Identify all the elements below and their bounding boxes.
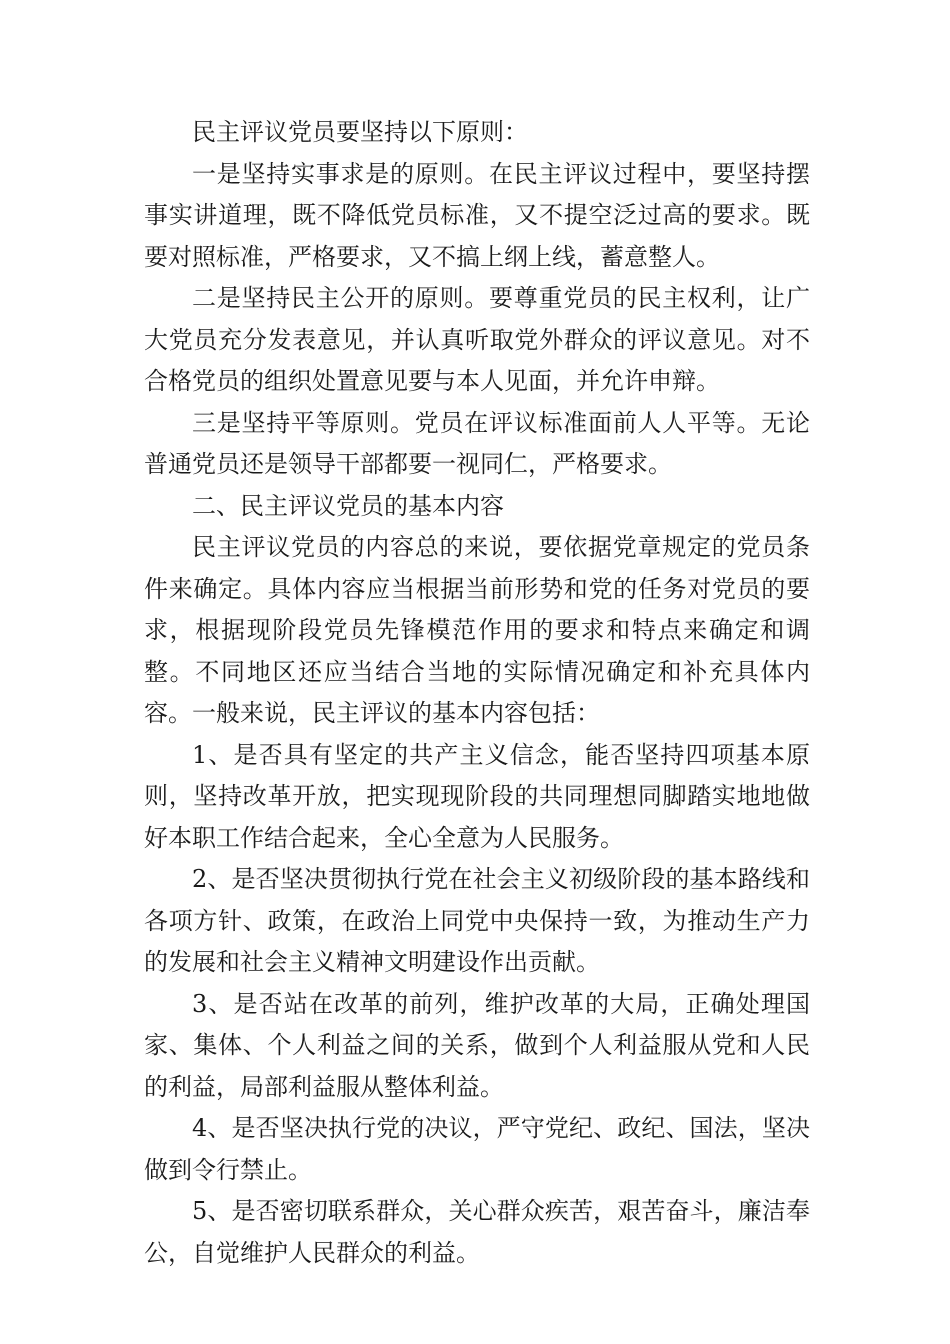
paragraph-item-4: 4、是否坚决执行党的决议，严守党纪、政纪、国法，坚决做到令行禁止。 <box>144 1114 810 1184</box>
paragraph-item-5: 5、是否密切联系群众，关心群众疾苦，艰苦奋斗，廉洁奉公，自觉维护人民群众的利益。 <box>144 1197 810 1267</box>
paragraph-item-3: 3、是否站在改革的前列，维护改革的大局，正确处理国家、集体、个人利益之间的关系，做到个人利益服从党和人民的利益，局部利益服从整体利益。 <box>144 989 810 1101</box>
paragraph-principles-intro: 民主评议党员要坚持以下原则： <box>192 118 528 146</box>
section-heading: 二、民主评议党员的基本内容 <box>192 491 504 520</box>
paragraph-item-2: 2、是否坚决贯彻执行党在社会主义初级阶段的基本路线和各项方针、政策，在政治上同党中央保持一致，为推动生产力的发展和社会主义精神文明建设作出贡献。 <box>144 865 810 976</box>
paragraph-principle-1: 一是坚持实事求是的原则。在民主评议过程中，要坚持摆事实讲道理，既不降低党员标准，又不提空泛过高的要求。既要对照标准，严格要求，又不搞上纲上线，蓄意整人。 <box>144 159 810 271</box>
paragraph-principle-2: 二是坚持民主公开的原则。要尊重党员的民主权利，让广大党员充分发表意见，并认真听取党外群众的评议意见。对不合格党员的组织处置意见要与本人见面，并允许申辩。 <box>144 284 810 395</box>
paragraph-item-1: 1、是否具有坚定的共产主义信念，能否坚持四项基本原则，坚持改革开放，把实现现阶段的共同理想同脚踏实地地做好本职工作结合起来，全心全意为人民服务。 <box>144 740 810 852</box>
document-body <box>144 112 810 1274</box>
paragraph-content-intro: 民主评议党员的内容总的来说，要依据党章规定的党员条件来确定。具体内容应当根据当前形势和党的任务对党员的要求，根据现阶段党员先锋模范作用的要求和特点来确定和调整。不同地区还应当结合当地的实际情况确定和补充具体内容。一般来说，民主评议的基本内容包括： <box>144 533 810 727</box>
paragraph-principle-3: 三是坚持平等原则。党员在评议标准面前人人平等。无论普通党员还是领导干部都要一视同仁，严格要求。 <box>144 408 810 478</box>
